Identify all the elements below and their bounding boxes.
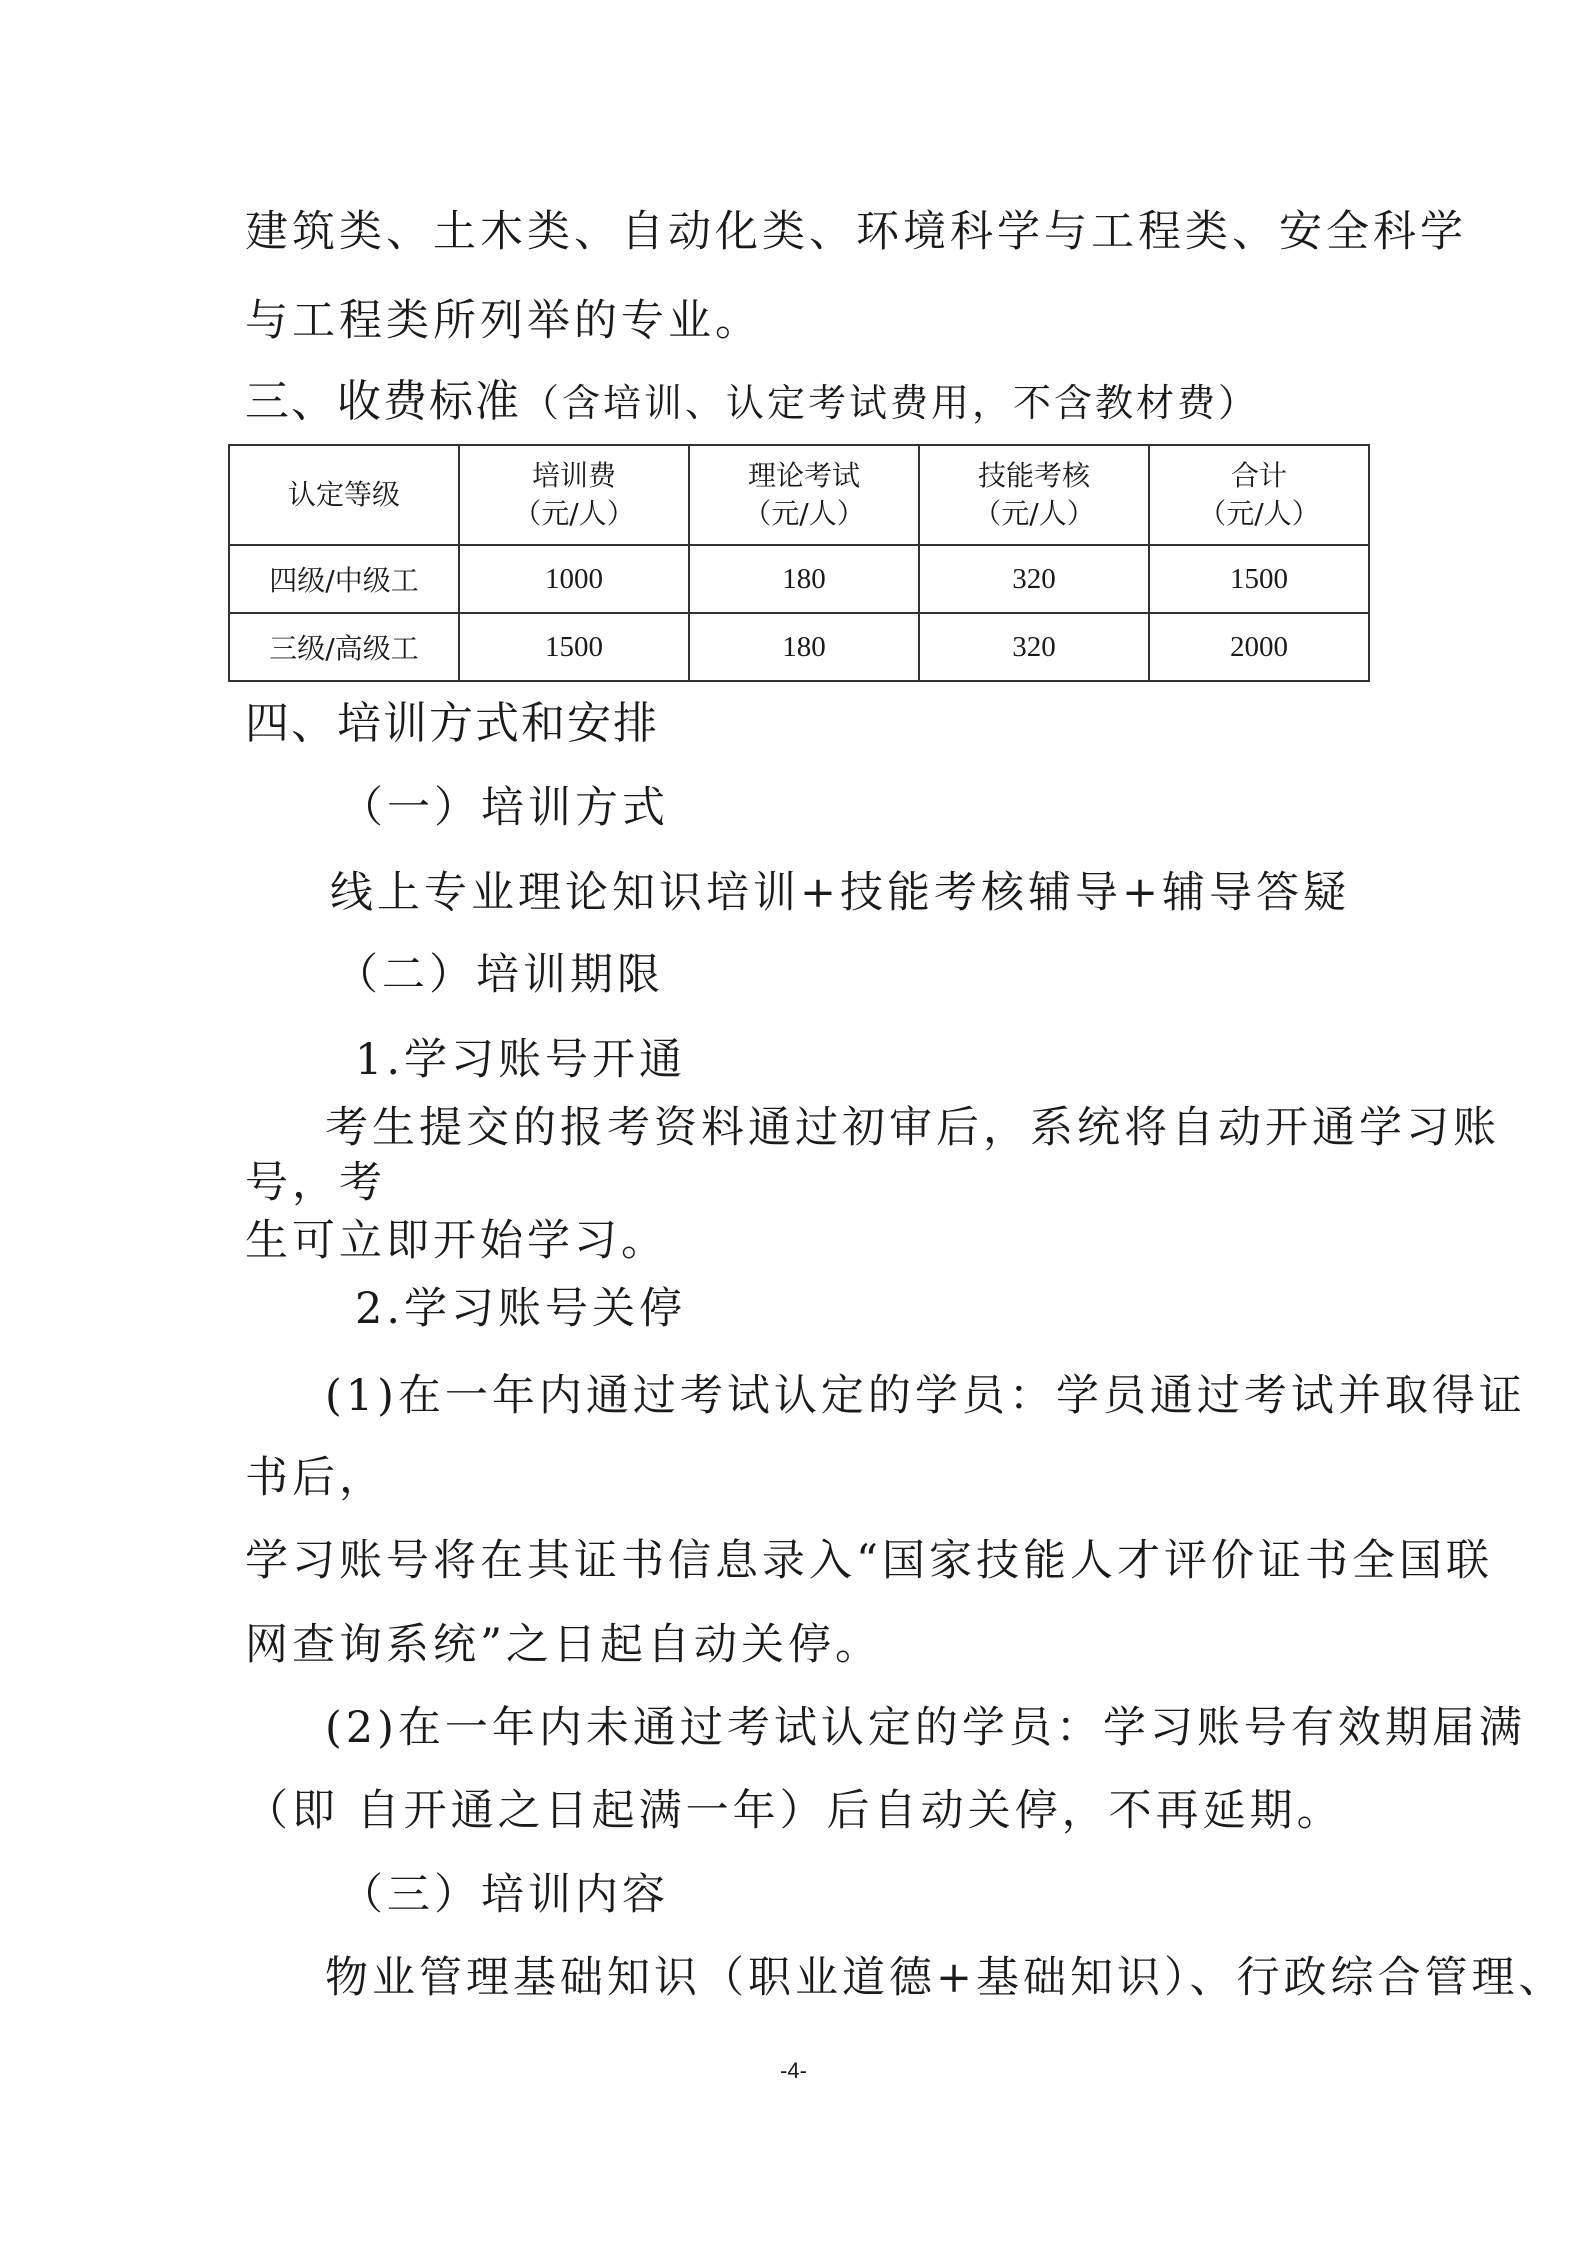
close-case1-line2: 书后， — [245, 1453, 386, 1503]
cell-theory: 180 — [689, 545, 919, 613]
cell-training: 1000 — [459, 545, 689, 613]
close-case1-line1: (1)在一年内通过考试认定的学员：学员通过考试并取得证 — [325, 1371, 1526, 1421]
header-skill: 技能考核 （元/人） — [919, 445, 1149, 545]
table-row — [229, 545, 1369, 613]
close-case2-line2: （即 自开通之日起满一年）后自动关停，不再延期。 — [245, 1786, 1344, 1836]
cell-total: 2000 — [1149, 613, 1369, 681]
fee-table — [228, 444, 1370, 682]
cell-training: 1500 — [459, 613, 689, 681]
table-row — [229, 613, 1369, 681]
section-3-heading — [245, 378, 1259, 426]
section-4-heading: 四、培训方式和安排 — [245, 698, 659, 749]
training-content-text: 物业管理基础知识（职业道德+基础知识）、行政综合管理、 — [325, 1953, 1566, 2003]
subheading-training-method: （一）培训方式 — [340, 783, 669, 833]
header-theory: 理论考试 （元/人） — [689, 445, 919, 545]
fee-table-header-row — [229, 445, 1369, 545]
training-method-text: 线上专业理论知识培训+技能考核辅导+辅导答疑 — [330, 868, 1351, 918]
subheading-training-content: （三）培训内容 — [340, 1870, 669, 1920]
page-number: -4- — [780, 2058, 807, 2083]
close-case1-line4: 网查询系统”之日起自动关停。 — [245, 1620, 882, 1670]
cell-level: 四级/中级工 — [229, 545, 459, 613]
item-account-close: 2.学习账号关停 — [355, 1284, 687, 1334]
account-open-line1: 考生提交的报考资料通过初审后，系统将自动开通学习账 — [325, 1103, 1500, 1153]
cell-skill: 320 — [919, 545, 1149, 613]
subheading-training-period: （二）培训期限 — [335, 950, 664, 1000]
paragraph-majors-line1: 建筑类、土木类、自动化类、环境科学与工程类、安全科学 — [245, 207, 1467, 257]
cell-total: 1500 — [1149, 545, 1369, 613]
cell-level: 三级/高级工 — [229, 613, 459, 681]
cell-skill: 320 — [919, 613, 1149, 681]
header-training: 培训费 （元/人） — [459, 445, 689, 545]
account-open-line3: 生可立即开始学习。 — [245, 1216, 668, 1266]
cell-theory: 180 — [689, 613, 919, 681]
header-total: 合计 （元/人） — [1149, 445, 1369, 545]
section-3-title: 三、收费标准 — [245, 376, 521, 427]
close-case1-line3: 学习账号将在其证书信息录入“国家技能人才评价证书全国联 — [245, 1536, 1493, 1586]
section-3-note: （含培训、认定考试费用，不含教材费） — [521, 381, 1260, 425]
close-case2-line1: (2)在一年内未通过考试认定的学员：学习账号有效期届满 — [325, 1703, 1526, 1753]
header-level: 认定等级 — [229, 445, 459, 545]
item-account-open: 1.学习账号开通 — [355, 1035, 687, 1085]
account-open-line2: 号，考 — [245, 1158, 386, 1208]
paragraph-majors-line2: 与工程类所列举的专业。 — [245, 296, 762, 346]
